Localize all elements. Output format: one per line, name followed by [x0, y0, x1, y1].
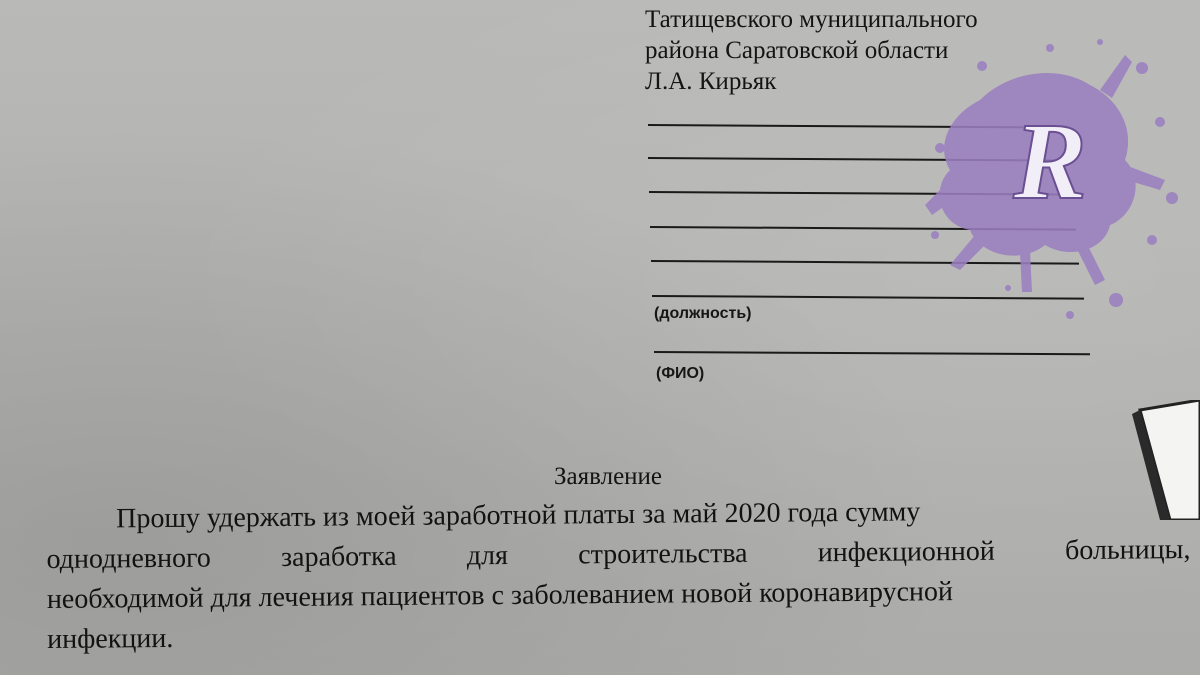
addressee-line-3: Л.А. Кирьяк [645, 68, 777, 95]
document-title: Заявление [554, 463, 663, 490]
body-line-3: необходимой для лечения пациентов с заболеванием новой коронавирусной [46, 576, 954, 615]
body-word: инфекционной [817, 535, 995, 569]
watermark-logo [920, 30, 1180, 330]
overlapping-sheet-corner [1130, 400, 1200, 520]
body-word: больницы, [1064, 534, 1191, 567]
body-word: заработка [280, 540, 397, 573]
body-word: для [466, 539, 509, 572]
body-line-4: инфекции. [47, 622, 174, 655]
body-word: однодневного [46, 542, 211, 575]
blank-line-fio [654, 351, 1090, 355]
document-body [46, 490, 1191, 660]
body-line-1: Прошу удержать из моей заработной платы за май 2020 года сумму [116, 496, 921, 535]
fio-caption: (ФИО) [656, 365, 705, 382]
watermark-letter: R [1013, 100, 1087, 222]
addressee-line-1: Татищевского муниципального [645, 6, 978, 33]
body-word: строительства [578, 537, 748, 571]
addressee-line-2: района Саратовской области [645, 37, 949, 64]
position-caption: (должность) [654, 305, 752, 322]
